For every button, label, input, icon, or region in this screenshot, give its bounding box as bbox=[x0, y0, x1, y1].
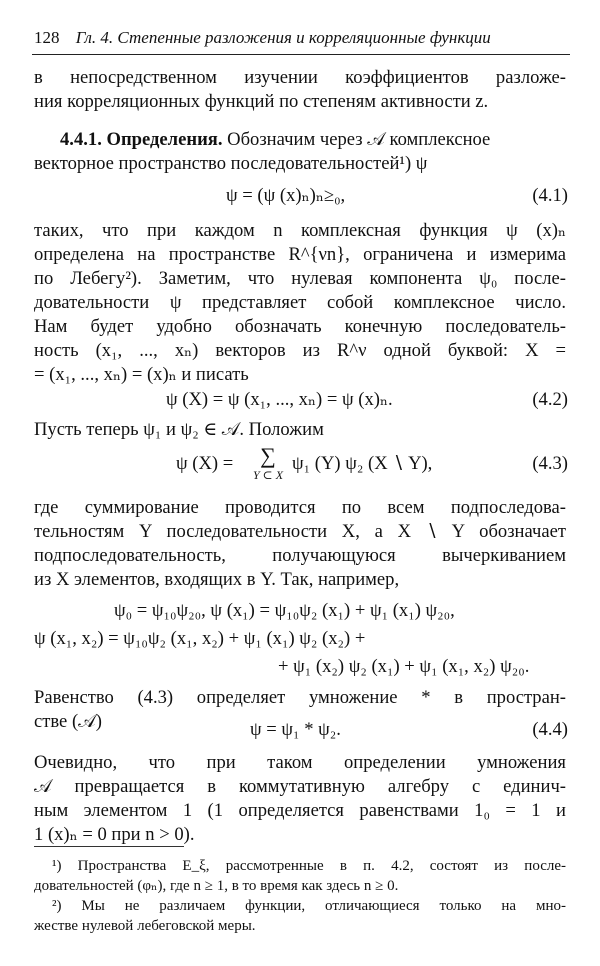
equation-number: (4.4) bbox=[532, 719, 568, 740]
text-line: ным элементом 1 (1 определяется равенствами 1₀ = 1 и bbox=[34, 800, 566, 821]
text-line: довательности ψ представляет собой комплексное число. bbox=[34, 292, 566, 313]
sum-subscript: Y ⊂ X bbox=[252, 468, 284, 482]
page-number: 128 bbox=[34, 28, 60, 47]
example-line-3: + ψ₁ (x₂) ψ₂ (x₁) + ψ₁ (x₁, x₂) ψ₂₀. bbox=[278, 656, 530, 677]
text-line: подпоследовательность, получающуюся вычеркиванием bbox=[34, 545, 566, 566]
text-line: тельностям Y последовательности X, а X ∖ Y обозначает bbox=[34, 521, 566, 542]
text-line: Очевидно, что при таком определении умножения bbox=[34, 752, 566, 773]
equation-number: (4.1) bbox=[532, 185, 568, 206]
equation-4-1: ψ = (ψ (x)ₙ)ₙ≥₀, bbox=[226, 185, 346, 206]
text-line: где суммирование проводится по всем подпоследова- bbox=[34, 497, 566, 518]
equation-4-4: ψ = ψ₁ * ψ₂. bbox=[250, 719, 341, 740]
text-line: стве (𝒜) bbox=[34, 711, 102, 732]
footnote-rule bbox=[34, 846, 184, 847]
footnote-2: ²) Мы не различаем функции, отличающиеся только на мно- bbox=[52, 898, 566, 914]
header-rule bbox=[32, 54, 570, 55]
text-line: таких, что при каждом n комплексная функция ψ (x)ₙ bbox=[34, 220, 566, 241]
text-fragment: Обозначим через 𝒜 комплексное bbox=[227, 129, 491, 150]
equation-4-3-right: ψ₁ (Y) ψ₂ (X ∖ Y), bbox=[292, 453, 433, 474]
equation-number: (4.2) bbox=[532, 389, 568, 410]
text-line: 1 (x)ₙ = 0 при n > 0). bbox=[34, 824, 195, 845]
running-title: Гл. 4. Степенные разложения и корреляционные функции bbox=[75, 28, 491, 47]
text-line: Равенство (4.3) определяет умножение * в простран- bbox=[34, 687, 566, 708]
text-line: по Лебегу²). Заметим, что нулевая компонента ψ₀ после- bbox=[34, 268, 566, 289]
text-line: в непосредственном изучении коэффициентов разложе- bbox=[34, 67, 566, 88]
text-line: ния корреляционных функций по степеням активности z. bbox=[34, 91, 489, 112]
example-line-1: ψ₀ = ψ₁₀ψ₂₀, ψ (x₁) = ψ₁₀ψ₂ (x₁) + ψ₁ (x₁) ψ₂₀, bbox=[114, 600, 455, 621]
text-line: Нам будет удобно обозначать конечную последователь- bbox=[34, 316, 566, 337]
running-header bbox=[34, 28, 570, 48]
summation bbox=[248, 443, 288, 482]
section-heading: 4.4.1. Определения. bbox=[60, 129, 223, 150]
equation-4-3-left: ψ (X) = bbox=[176, 453, 234, 474]
equation-number: (4.3) bbox=[532, 453, 568, 474]
text-line: ность (x₁, ..., xₙ) векторов из R^ν одной буквой: X = bbox=[34, 340, 566, 361]
footnote-1-cont: довательностей (φₙ), где n ≥ 1, в то время как здесь n ≥ 0. bbox=[34, 878, 399, 894]
text-line: определена на пространстве R^{νn}, ограничена и измерима bbox=[34, 244, 566, 265]
section-heading-line bbox=[60, 128, 566, 152]
footnote-1: ¹) Пространства E_ξ, рассмотренные в п. 4.2, состоят из после- bbox=[52, 858, 566, 874]
equation-4-2: ψ (X) = ψ (x₁, ..., xₙ) = ψ (x)ₙ. bbox=[166, 389, 393, 410]
text-line: из X элементов, входящих в Y. Так, например, bbox=[34, 569, 400, 590]
text-line: Пусть теперь ψ₁ и ψ₂ ∈ 𝒜. Положим bbox=[34, 419, 324, 440]
example-line-2: ψ (x₁, x₂) = ψ₁₀ψ₂ (x₁, x₂) + ψ₁ (x₁) ψ₂ (x₂) + bbox=[34, 628, 366, 649]
footnote-2-cont: жестве нулевой лебеговской меры. bbox=[34, 918, 256, 934]
text-line: = (x₁, ..., xₙ) = (x)ₙ и писать bbox=[34, 364, 249, 385]
sum-sign: ∑ bbox=[260, 443, 276, 468]
text-line: 𝒜 превращается в коммутативную алгебру с единич- bbox=[34, 776, 566, 797]
text-line: векторное пространство последовательностей¹) ψ bbox=[34, 153, 428, 174]
